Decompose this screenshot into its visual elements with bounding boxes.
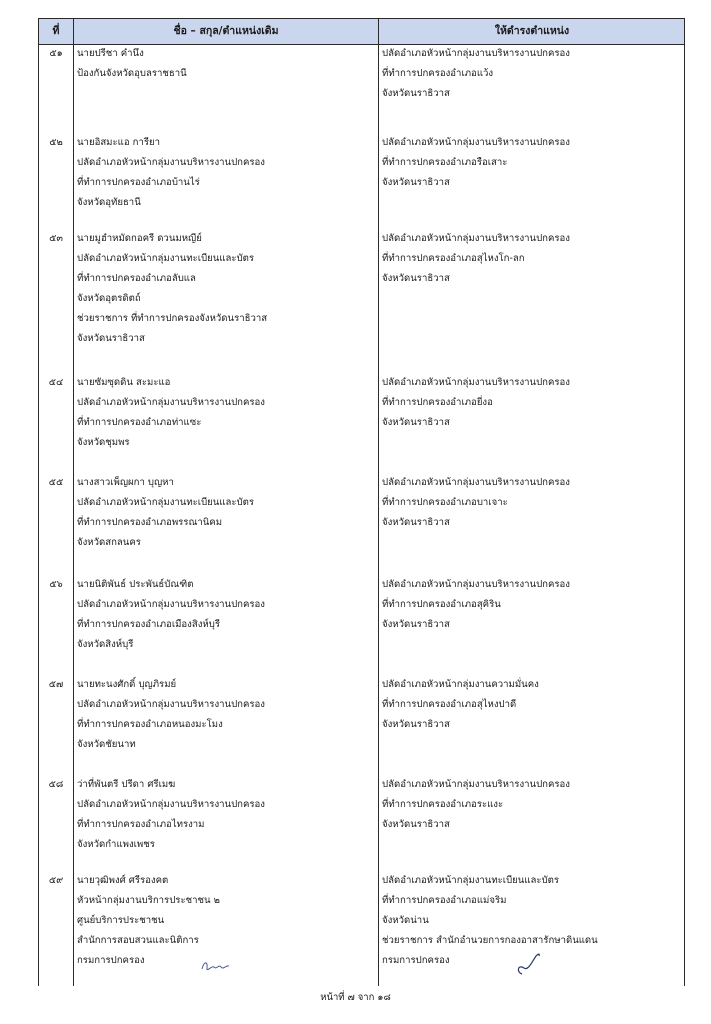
- person-name: นายนิติพันธ์ ประพันธ์บัณฑิต: [77, 579, 194, 590]
- row-number: ๕๑: [49, 48, 63, 59]
- original-position-line: ปลัดอำเภอหัวหน้ากลุ่มงานบริหารงานปกครอง: [77, 397, 265, 408]
- new-position-cell: [382, 44, 682, 104]
- person-name: ว่าที่พันตรี ปรีดา ศรีเมฆ: [77, 779, 176, 790]
- new-position-line: ที่ทำการปกครองอำเภอบาเจาะ: [382, 497, 508, 508]
- original-position-line: ปลัดอำเภอหัวหน้ากลุ่มงานทะเบียนและบัตร: [77, 497, 255, 508]
- new-position-cell: [382, 373, 682, 433]
- new-position-line: จังหวัดน่าน: [382, 915, 429, 926]
- original-position-line: ที่ทำการปกครองอำเภอหนองมะโมง: [77, 719, 223, 730]
- new-position-line: ช่วยราชการ สำนักอำนวยการกองอาสารักษาดินแดน: [382, 935, 598, 946]
- new-position-line: ที่ทำการปกครองอำเภอสุคิริน: [382, 599, 501, 610]
- new-position-line: ปลัดอำเภอหัวหน้ากลุ่มงานบริหารงานปกครอง: [382, 779, 570, 790]
- row-number: ๕๕: [48, 477, 64, 488]
- original-position-line: ปลัดอำเภอหัวหน้ากลุ่มงานบริหารงานปกครอง: [77, 699, 265, 710]
- original-position-cell: [77, 675, 377, 755]
- new-position-line: จังหวัดนราธิวาส: [382, 517, 450, 528]
- person-name: นายซัมซุดดิน สะมะแอ: [77, 377, 171, 388]
- original-position-line: หัวหน้ากลุ่มงานบริการประชาชน ๒: [77, 895, 220, 906]
- new-position-line: ที่ทำการปกครองอำเภอยี่งอ: [382, 397, 493, 408]
- page-number: หน้าที่ ๗ จาก ๑๘: [320, 992, 391, 1003]
- person-name: นายปรีชา คำนึง: [77, 48, 144, 59]
- new-position-line: จังหวัดนราธิวาส: [382, 273, 450, 284]
- new-position-line: ที่ทำการปกครองอำเภอสุไหงโก-ลก: [382, 253, 525, 264]
- new-position-line: ที่ทำการปกครองอำเภอแม่จริม: [382, 895, 507, 906]
- new-position-line: ปลัดอำเภอหัวหน้ากลุ่มงานความมั่นคง: [382, 679, 539, 690]
- original-position-cell: [77, 373, 377, 453]
- original-position-cell: [77, 473, 377, 553]
- signature-mark: [512, 950, 546, 978]
- row-number: ๕๘: [48, 779, 64, 790]
- person-name: นายวุฒิพงศ์ ศรีรองคต: [77, 875, 169, 886]
- row-number: ๕๔: [48, 377, 64, 388]
- table-header: [39, 19, 684, 45]
- person-name: นางสาวเพ็ญผกา บุญหา: [77, 477, 174, 488]
- new-position-line: ที่ทำการปกครองอำเภอรือเสาะ: [382, 157, 508, 168]
- new-position-line: จังหวัดนราธิวาส: [382, 819, 450, 830]
- new-position-line: จังหวัดนราธิวาส: [382, 88, 450, 99]
- new-position-line: ปลัดอำเภอหัวหน้ากลุ่มงานบริหารงานปกครอง: [382, 48, 570, 59]
- original-position-line: จังหวัดชัยนาท: [77, 739, 136, 750]
- header-no: ที่: [52, 25, 60, 37]
- original-position-line: ที่ทำการปกครองอำเภอพรรณานิคม: [77, 517, 223, 528]
- row-number: ๕๓: [49, 233, 63, 244]
- original-position-line: จังหวัดสกลนคร: [77, 537, 141, 548]
- original-position-cell: [77, 229, 377, 349]
- original-position-cell: [77, 133, 377, 213]
- new-position-line: ที่ทำการปกครองอำเภอแว้ง: [382, 68, 494, 79]
- original-position-line: ศูนย์บริการประชาชน: [77, 915, 165, 926]
- row-number: ๕๒: [49, 137, 63, 148]
- column-divider: [378, 19, 379, 986]
- new-position-line: ที่ทำการปกครองอำเภอระแงะ: [382, 799, 504, 810]
- appointment-table: [38, 18, 685, 986]
- new-position-line: ปลัดอำเภอหัวหน้ากลุ่มงานบริหารงานปกครอง: [382, 137, 570, 148]
- original-position-line: ปลัดอำเภอหัวหน้ากลุ่มงานบริหารงานปกครอง: [77, 157, 265, 168]
- new-position-cell: [382, 229, 682, 289]
- original-position-line: จังหวัดอุทัยธานี: [77, 197, 141, 208]
- original-position-line: ที่ทำการปกครองอำเภอลับแล: [77, 273, 196, 284]
- signature-mark: [198, 955, 232, 977]
- original-position-line: จังหวัดนราธิวาส: [77, 333, 145, 344]
- original-position-cell: [77, 575, 377, 655]
- new-position-line: ปลัดอำเภอหัวหน้ากลุ่มงานบริหารงานปกครอง: [382, 377, 570, 388]
- new-position-line: จังหวัดนราธิวาส: [382, 177, 450, 188]
- original-position-line: ปลัดอำเภอหัวหน้ากลุ่มงานบริหารงานปกครอง: [77, 799, 265, 810]
- new-position-cell: [382, 473, 682, 533]
- new-position-cell: [382, 775, 682, 835]
- original-position-line: จังหวัดอุตรดิตถ์: [77, 293, 141, 304]
- original-position-line: กรมการปกครอง: [77, 955, 145, 966]
- header-new-position: ให้ดำรงตำแหน่ง: [494, 25, 570, 37]
- new-position-line: ปลัดอำเภอหัวหน้ากลุ่มงานบริหารงานปกครอง: [382, 579, 570, 590]
- new-position-line: ปลัดอำเภอหัวหน้ากลุ่มงานบริหารงานปกครอง: [382, 477, 570, 488]
- original-position-line: จังหวัดชุมพร: [77, 437, 130, 448]
- row-number: ๕๗: [48, 679, 64, 690]
- original-position-cell: [77, 775, 377, 855]
- new-position-line: ที่ทำการปกครองอำเภอสุไหงปาดี: [382, 699, 517, 710]
- new-position-cell: [382, 675, 682, 735]
- original-position-line: ที่ทำการปกครองอำเภอไทรงาม: [77, 819, 205, 830]
- new-position-line: ปลัดอำเภอหัวหน้ากลุ่มงานบริหารงานปกครอง: [382, 233, 570, 244]
- new-position-line: จังหวัดนราธิวาส: [382, 619, 450, 630]
- original-position-line: ช่วยราชการ ที่ทำการปกครองจังหวัดนราธิวาส: [77, 313, 268, 324]
- new-position-line: จังหวัดนราธิวาส: [382, 719, 450, 730]
- person-name: นายมูฮำหมัดกอครี ดวนมหญีย์: [77, 233, 202, 244]
- original-position-cell: [77, 44, 377, 84]
- original-position-line: ที่ทำการปกครองอำเภอบ้านไร่: [77, 177, 200, 188]
- row-number: ๕๙: [48, 875, 64, 886]
- original-position-line: ปลัดอำเภอหัวหน้ากลุ่มงานทะเบียนและบัตร: [77, 253, 255, 264]
- new-position-line: ปลัดอำเภอหัวหน้ากลุ่มงานทะเบียนและบัตร: [382, 875, 560, 886]
- original-position-line: ป้องกันจังหวัดอุบลราชธานี: [77, 68, 187, 79]
- original-position-line: จังหวัดสิงห์บุรี: [77, 639, 134, 650]
- original-position-line: ปลัดอำเภอหัวหน้ากลุ่มงานบริหารงานปกครอง: [77, 599, 265, 610]
- person-name: นายอิสมะแอ การียา: [77, 137, 161, 148]
- new-position-cell: [382, 133, 682, 193]
- new-position-line: จังหวัดนราธิวาส: [382, 417, 450, 428]
- column-divider: [73, 19, 74, 986]
- original-position-line: ที่ทำการปกครองอำเภอเมืองสิงห์บุรี: [77, 619, 220, 630]
- person-name: นายทะนงศักดิ์ บุญภิรมย์: [77, 679, 177, 690]
- new-position-line: กรมการปกครอง: [382, 955, 450, 966]
- new-position-cell: [382, 575, 682, 635]
- original-position-line: ที่ทำการปกครองอำเภอท่าแซะ: [77, 417, 202, 428]
- row-number: ๕๖: [49, 579, 63, 590]
- original-position-line: สำนักการสอบสวนและนิติการ: [77, 935, 199, 946]
- header-name: ชื่อ – สกุล/ตำแหน่งเดิม: [173, 25, 279, 37]
- original-position-line: จังหวัดกำแพงเพชร: [77, 839, 155, 850]
